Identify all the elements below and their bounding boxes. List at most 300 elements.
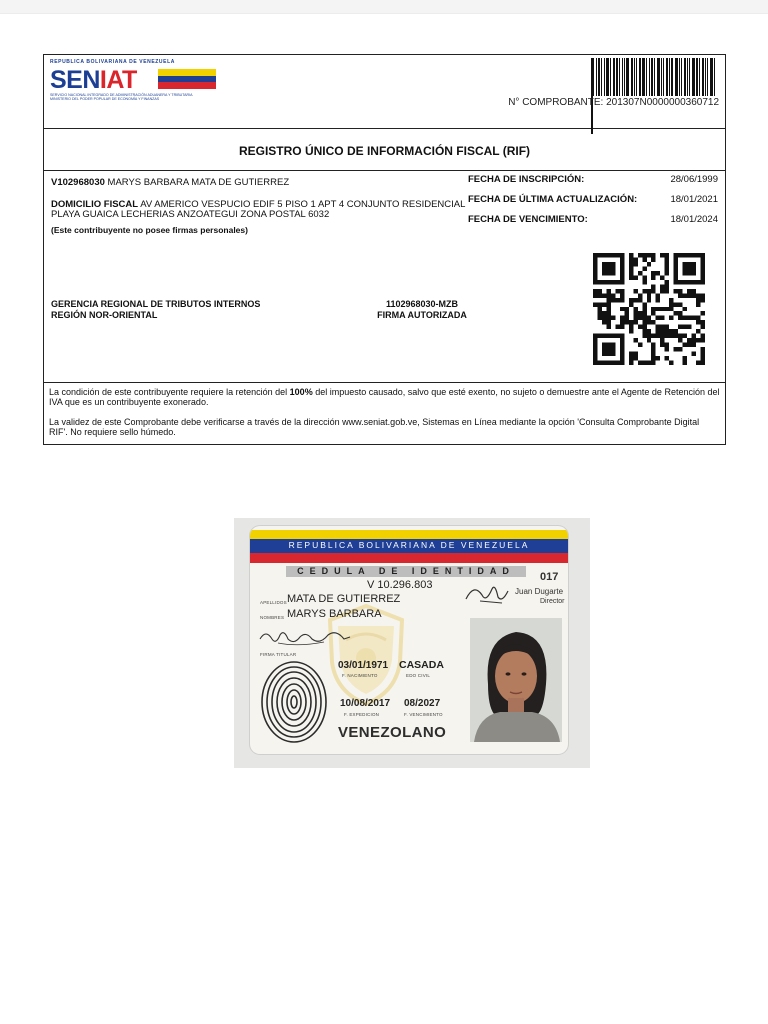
qr-module bbox=[701, 311, 705, 315]
qr-module bbox=[683, 307, 687, 311]
qr-module bbox=[647, 329, 651, 333]
qr-module bbox=[656, 298, 660, 302]
qr-module bbox=[674, 329, 678, 333]
logo-brand-text: SENIAT bbox=[50, 66, 137, 94]
qr-module bbox=[647, 293, 651, 297]
qr-module bbox=[683, 361, 687, 365]
qr-module bbox=[665, 257, 669, 261]
qr-module bbox=[678, 316, 682, 320]
barcode-bar bbox=[649, 58, 650, 96]
barcode-bar bbox=[598, 58, 600, 96]
qr-module bbox=[638, 343, 642, 347]
retention-note-text: La condición de este contribuyente requiere la retención del bbox=[49, 387, 290, 397]
barcode-bar bbox=[604, 58, 605, 96]
barcode-bar bbox=[639, 58, 641, 96]
qr-module bbox=[642, 307, 646, 311]
comprobante-label: N° COMPROBANTE: bbox=[508, 97, 604, 108]
qr-module bbox=[642, 280, 646, 284]
qr-module bbox=[687, 293, 691, 297]
qr-module bbox=[665, 280, 669, 284]
qr-module bbox=[629, 352, 633, 356]
qr-module bbox=[701, 298, 705, 302]
qr-module bbox=[638, 293, 642, 297]
barcode-bar bbox=[610, 58, 611, 96]
qr-module bbox=[593, 289, 597, 293]
qr-module bbox=[665, 356, 669, 360]
qr-module bbox=[629, 361, 633, 365]
qr-module bbox=[651, 284, 655, 288]
qr-module bbox=[660, 316, 664, 320]
barcode-bar bbox=[651, 58, 653, 96]
flag-band-red bbox=[250, 553, 568, 563]
qr-module bbox=[656, 293, 660, 297]
qr-code-icon bbox=[593, 253, 705, 365]
barcode-bar bbox=[657, 58, 660, 96]
qr-module bbox=[669, 361, 673, 365]
no-signatures-note: (Este contribuyente no posee firmas personales) bbox=[51, 225, 248, 235]
qr-module bbox=[696, 298, 700, 302]
domicilio-value: AV AMERICO VESPUCIO EDIF 5 PISO 1 APT 4 CONJUNTO RESIDENCIAL PLAYA GUAICA LECHERIAS ANZOATEGUI ZONA POSTAL 6032 bbox=[51, 199, 466, 220]
qr-module bbox=[660, 329, 664, 333]
qr-module bbox=[606, 289, 610, 293]
qr-module bbox=[602, 311, 606, 315]
barcode-bar bbox=[671, 58, 673, 96]
qr-module bbox=[669, 298, 673, 302]
validity-note: La validez de este Comprobante debe verificarse a través de la dirección www.seniat.gob.ve, Sistemas en Línea mediante la opción 'Consulta Comprobante Digital RIF'. No requiere sello húmedo. bbox=[49, 417, 700, 437]
signature-code: 1102968030-MZB bbox=[385, 299, 459, 309]
barcode-bar bbox=[634, 58, 635, 96]
qr-module bbox=[606, 307, 610, 311]
qr-module bbox=[597, 316, 601, 320]
date-row-inscripcion bbox=[468, 174, 718, 194]
date-label: FECHA DE VENCIMIENTO: bbox=[468, 214, 588, 225]
comprobante-value: 201307N0000000360712 bbox=[606, 97, 719, 108]
qr-module bbox=[701, 361, 705, 365]
logo-agency-line: SERVICIO NACIONAL INTEGRADO DE ADMINISTRACIÓN ADUANERA Y TRIBUTARIA bbox=[50, 93, 193, 97]
rif-notes bbox=[44, 382, 725, 444]
qr-module bbox=[597, 311, 601, 315]
authorized-signature bbox=[367, 299, 477, 321]
qr-module bbox=[687, 289, 691, 293]
qr-module bbox=[602, 316, 606, 320]
birth-date-label: F. NACIMIENTO bbox=[342, 673, 378, 678]
qr-module bbox=[696, 302, 700, 306]
qr-module bbox=[642, 302, 646, 306]
qr-module bbox=[656, 325, 660, 329]
qr-module bbox=[647, 320, 651, 324]
qr-module bbox=[606, 302, 610, 306]
qr-module bbox=[660, 284, 664, 288]
barcode-bar bbox=[714, 58, 715, 96]
qr-module bbox=[642, 289, 646, 293]
qr-module bbox=[678, 325, 682, 329]
qr-module bbox=[642, 334, 646, 338]
qr-module bbox=[593, 302, 597, 306]
barcode-bar bbox=[613, 58, 615, 96]
barcode-bar bbox=[675, 58, 678, 96]
retention-note-text-end: del impuesto causado, salvo que esté exento, no sujeto o demuestre ante el Agente de Retención del IVA que es un contribuyente exonerado. bbox=[49, 387, 720, 407]
qr-module bbox=[683, 262, 696, 275]
qr-module bbox=[692, 316, 696, 320]
taxpayer-name: MARYS BARBARA MATA DE GUTIERREZ bbox=[107, 177, 290, 188]
barcode-bar bbox=[654, 58, 655, 96]
qr-module bbox=[602, 293, 606, 297]
dates-block bbox=[468, 174, 718, 234]
barcode-bar bbox=[702, 58, 704, 96]
qr-module bbox=[602, 320, 606, 324]
qr-module bbox=[624, 320, 628, 324]
qr-module bbox=[593, 293, 597, 297]
signature-label: FIRMA AUTORIZADA bbox=[377, 310, 467, 320]
qr-module bbox=[633, 311, 637, 315]
qr-module bbox=[620, 289, 624, 293]
civil-status: CASADA bbox=[399, 659, 444, 671]
qr-module bbox=[642, 266, 646, 270]
identity-card bbox=[250, 526, 568, 754]
gerencia-line: GERENCIA REGIONAL DE TRIBUTOS INTERNOS bbox=[51, 299, 261, 309]
barcode-bar bbox=[689, 58, 690, 96]
qr-module bbox=[669, 334, 673, 338]
qr-module bbox=[642, 320, 646, 324]
qr-module bbox=[629, 302, 633, 306]
barcode-bar bbox=[687, 58, 688, 96]
nationality: VENEZOLANO bbox=[338, 724, 447, 741]
qr-module bbox=[678, 347, 682, 351]
qr-module bbox=[701, 356, 705, 360]
barcode-bar bbox=[684, 58, 686, 96]
qr-module bbox=[669, 302, 673, 306]
issue-date-label: F. EXPEDICION bbox=[344, 712, 380, 717]
retention-percent: 100% bbox=[289, 387, 313, 397]
barcode-icon bbox=[591, 58, 719, 96]
qr-module bbox=[633, 289, 637, 293]
qr-module bbox=[651, 311, 655, 315]
card-id-number: V 10.296.803 bbox=[367, 579, 433, 591]
qr-module bbox=[620, 325, 624, 329]
qr-module bbox=[701, 347, 705, 351]
qr-module bbox=[606, 298, 610, 302]
barcode-bar bbox=[646, 58, 647, 96]
qr-module bbox=[660, 275, 664, 279]
date-row-vencimiento bbox=[468, 214, 718, 234]
qr-module bbox=[638, 298, 642, 302]
barcode-bar bbox=[710, 58, 713, 96]
barcode-bar bbox=[666, 58, 668, 96]
qr-module bbox=[692, 352, 696, 356]
qr-module bbox=[678, 311, 682, 315]
qr-module bbox=[692, 289, 696, 293]
qr-module bbox=[665, 284, 669, 288]
qr-module bbox=[651, 253, 655, 257]
qr-module bbox=[638, 361, 642, 365]
qr-module bbox=[629, 329, 633, 333]
qr-module bbox=[687, 338, 691, 342]
qr-module bbox=[647, 262, 651, 266]
barcode-bar bbox=[616, 58, 618, 96]
flag-icon bbox=[158, 69, 216, 89]
qr-module bbox=[638, 325, 642, 329]
qr-module bbox=[687, 325, 691, 329]
qr-module bbox=[665, 262, 669, 266]
card-republic-text: REPUBLICA BOLIVARIANA DE VENEZUELA bbox=[288, 540, 530, 550]
date-row-actualizacion bbox=[468, 194, 718, 214]
date-value: 28/06/1999 bbox=[670, 174, 718, 185]
qr-module bbox=[660, 289, 664, 293]
qr-module bbox=[665, 289, 669, 293]
holder-photo bbox=[470, 618, 562, 742]
qr-module bbox=[669, 316, 673, 320]
barcode-bar bbox=[601, 58, 602, 96]
qr-module bbox=[665, 325, 669, 329]
qr-module bbox=[696, 320, 700, 324]
qr-module bbox=[701, 352, 705, 356]
holder-signature-icon bbox=[258, 625, 353, 649]
qr-module bbox=[678, 293, 682, 297]
qr-module bbox=[597, 307, 601, 311]
qr-module bbox=[597, 302, 601, 306]
qr-module bbox=[638, 271, 642, 275]
barcode-bar bbox=[705, 58, 706, 96]
retention-note bbox=[49, 387, 720, 407]
qr-module bbox=[642, 361, 646, 365]
date-label: FECHA DE INSCRIPCIÓN: bbox=[468, 174, 585, 185]
qr-module bbox=[678, 334, 682, 338]
qr-module bbox=[656, 329, 660, 333]
qr-module bbox=[656, 307, 660, 311]
barcode-bar bbox=[692, 58, 695, 96]
qr-module bbox=[656, 356, 660, 360]
qr-module bbox=[696, 329, 700, 333]
qr-module bbox=[611, 293, 615, 297]
comprobante-number bbox=[508, 97, 719, 108]
qr-module bbox=[683, 293, 687, 297]
qr-module bbox=[674, 311, 678, 315]
qr-module bbox=[606, 293, 610, 297]
qr-module bbox=[597, 289, 601, 293]
qr-module bbox=[629, 271, 633, 275]
flag-band-yellow bbox=[250, 530, 568, 539]
qr-module bbox=[611, 316, 615, 320]
qr-module bbox=[678, 302, 682, 306]
qr-module bbox=[647, 253, 651, 257]
qr-module bbox=[606, 316, 610, 320]
birth-date: 03/01/1971 bbox=[338, 660, 389, 671]
qr-module bbox=[696, 361, 700, 365]
qr-module bbox=[651, 361, 655, 365]
qr-module bbox=[615, 325, 619, 329]
qr-module bbox=[615, 298, 619, 302]
qr-module bbox=[651, 334, 655, 338]
logo-republic-text: REPUBLICA BOLIVARIANA DE VENEZUELA bbox=[50, 59, 175, 65]
qr-module bbox=[701, 334, 705, 338]
qr-module bbox=[651, 307, 655, 311]
fingerprint-icon bbox=[258, 656, 330, 744]
qr-module bbox=[629, 275, 633, 279]
qr-module bbox=[633, 352, 637, 356]
qr-module bbox=[669, 307, 673, 311]
qr-module bbox=[651, 347, 655, 351]
barcode-bar bbox=[663, 58, 664, 96]
qr-module bbox=[629, 262, 633, 266]
qr-module bbox=[687, 316, 691, 320]
qr-module bbox=[692, 338, 696, 342]
qr-module bbox=[633, 338, 637, 342]
qr-module bbox=[674, 289, 678, 293]
issue-date: 10/08/2017 bbox=[340, 698, 391, 709]
qr-module bbox=[687, 343, 691, 347]
qr-module bbox=[683, 343, 687, 347]
barcode-bar bbox=[699, 58, 700, 96]
date-label: FECHA DE ÚLTIMA ACTUALIZACIÓN: bbox=[468, 194, 638, 205]
qr-module bbox=[674, 302, 678, 306]
barcode-bar bbox=[642, 58, 645, 96]
barcode-bar bbox=[626, 58, 629, 96]
domicilio-label: DOMICILIO FISCAL bbox=[51, 199, 139, 210]
barcode-bar bbox=[696, 58, 698, 96]
qr-module bbox=[633, 262, 637, 266]
qr-module bbox=[660, 325, 664, 329]
qr-module bbox=[633, 316, 637, 320]
qr-module bbox=[642, 275, 646, 279]
qr-module bbox=[656, 334, 660, 338]
qr-module bbox=[692, 334, 696, 338]
date-value: 18/01/2021 bbox=[670, 194, 718, 205]
qr-module bbox=[606, 311, 610, 315]
qr-module bbox=[629, 356, 633, 360]
qr-module bbox=[642, 257, 646, 261]
qr-module bbox=[701, 293, 705, 297]
director-signature-icon bbox=[462, 581, 510, 607]
given-names-label: NOMBRES bbox=[260, 615, 285, 620]
card-serial: 017 bbox=[540, 571, 559, 583]
qr-module bbox=[647, 361, 651, 365]
qr-module bbox=[647, 334, 651, 338]
qr-module bbox=[647, 289, 651, 293]
qr-module bbox=[642, 329, 646, 333]
qr-module bbox=[651, 257, 655, 261]
qr-module bbox=[669, 329, 673, 333]
qr-module bbox=[642, 325, 646, 329]
qr-module bbox=[629, 320, 633, 324]
qr-module bbox=[683, 316, 687, 320]
rif-certificate bbox=[43, 54, 726, 445]
qr-module bbox=[660, 253, 664, 257]
barcode-bar bbox=[707, 58, 708, 96]
barcode-bar bbox=[681, 58, 682, 96]
qr-module bbox=[620, 298, 624, 302]
qr-module bbox=[665, 347, 669, 351]
qr-module bbox=[651, 320, 655, 324]
qr-module bbox=[629, 257, 633, 261]
rif-title-row bbox=[44, 129, 725, 171]
qr-module bbox=[701, 338, 705, 342]
barcode-bar bbox=[606, 58, 609, 96]
qr-module bbox=[647, 338, 651, 342]
taxpayer-rif: V102968030 bbox=[51, 177, 105, 188]
qr-module bbox=[633, 275, 637, 279]
qr-module bbox=[638, 311, 642, 315]
qr-module bbox=[651, 343, 655, 347]
qr-module bbox=[665, 334, 669, 338]
qr-module bbox=[647, 298, 651, 302]
qr-module bbox=[642, 316, 646, 320]
qr-module bbox=[701, 320, 705, 324]
qr-module bbox=[651, 271, 655, 275]
director-name: Juan Dugarte bbox=[515, 587, 564, 596]
qr-module bbox=[597, 293, 601, 297]
qr-module bbox=[665, 307, 669, 311]
qr-module bbox=[656, 316, 660, 320]
qr-module bbox=[692, 293, 696, 297]
qr-module bbox=[692, 343, 696, 347]
qr-module bbox=[620, 307, 624, 311]
qr-module bbox=[696, 293, 700, 297]
qr-module bbox=[683, 356, 687, 360]
qr-module bbox=[642, 253, 646, 257]
qr-module bbox=[665, 266, 669, 270]
qr-module bbox=[651, 356, 655, 360]
barcode-bar bbox=[631, 58, 633, 96]
director-title: Director bbox=[540, 598, 565, 605]
qr-module bbox=[678, 338, 682, 342]
card-doc-label: CEDULA DE IDENTIDAD bbox=[286, 566, 526, 577]
expiry-date: 08/2027 bbox=[404, 698, 441, 709]
qr-module bbox=[602, 262, 615, 275]
surname-value: MATA DE GUTIERREZ bbox=[287, 593, 401, 605]
qr-module bbox=[602, 302, 606, 306]
barcode-bar bbox=[624, 58, 625, 96]
qr-module bbox=[620, 316, 624, 320]
barcode-bar bbox=[661, 58, 662, 96]
qr-module bbox=[638, 253, 642, 257]
qr-module bbox=[651, 289, 655, 293]
barcode-bar bbox=[669, 58, 670, 96]
barcode-bar bbox=[636, 58, 637, 96]
qr-module bbox=[638, 316, 642, 320]
qr-module bbox=[660, 343, 664, 347]
qr-module bbox=[633, 356, 637, 360]
qr-module bbox=[683, 325, 687, 329]
expiry-date-label: F. VENCIMIENTO bbox=[404, 712, 443, 717]
barcode-bar bbox=[591, 58, 594, 96]
taxpayer-line bbox=[51, 177, 289, 188]
qr-module bbox=[696, 338, 700, 342]
surname-label: APELLIDOS bbox=[260, 600, 287, 605]
barcode-bar bbox=[619, 58, 620, 96]
qr-module bbox=[620, 320, 624, 324]
gerencia-block bbox=[51, 299, 260, 321]
qr-module bbox=[606, 320, 610, 324]
viewer-top-bar bbox=[0, 0, 768, 14]
qr-module bbox=[660, 338, 664, 342]
qr-module bbox=[633, 307, 637, 311]
qr-module bbox=[642, 311, 646, 315]
qr-module bbox=[665, 253, 669, 257]
qr-module bbox=[633, 298, 637, 302]
qr-module bbox=[629, 298, 633, 302]
seniat-logo bbox=[50, 59, 222, 109]
qr-module bbox=[696, 316, 700, 320]
qr-module bbox=[633, 320, 637, 324]
qr-module bbox=[674, 334, 678, 338]
qr-module bbox=[656, 271, 660, 275]
qr-module bbox=[683, 334, 687, 338]
rif-title: REGISTRO ÚNICO DE INFORMACIÓN FISCAL (RIF) bbox=[238, 144, 531, 158]
qr-module bbox=[629, 253, 633, 257]
barcode-bar bbox=[622, 58, 623, 96]
qr-module bbox=[651, 352, 655, 356]
qr-module bbox=[606, 325, 610, 329]
